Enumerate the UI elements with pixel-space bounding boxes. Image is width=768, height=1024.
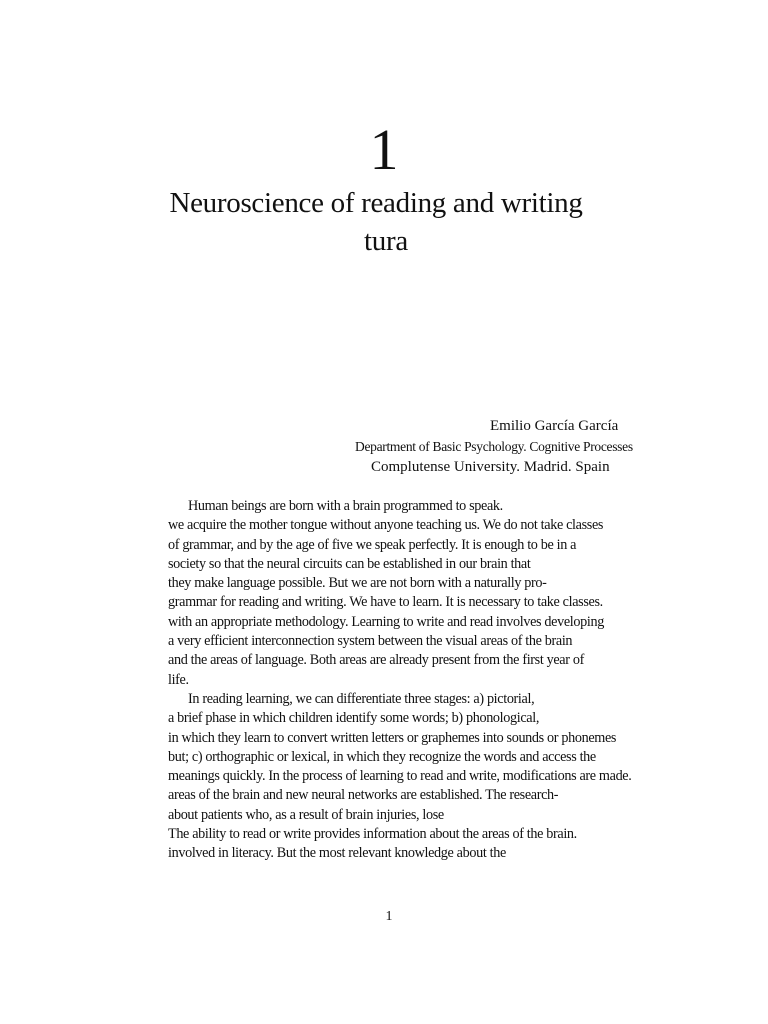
body-line: Human beings are born with a brain programmed to speak. xyxy=(188,498,503,514)
body-line: of grammar, and by the age of five we speak perfectly. It is enough to be in a xyxy=(168,536,577,553)
body-line: they make language possible. But we are not born with a naturally pro- xyxy=(168,575,547,592)
body-line: a brief phase in which children identify some words; b) phonological, xyxy=(168,710,540,727)
body-line: society so that the neural circuits can be established in our brain that xyxy=(168,555,531,572)
title-line-1: Neuroscience of reading and writing xyxy=(169,187,583,219)
body-line: with an appropriate methodology. Learning to write and read involves developing xyxy=(168,613,604,630)
body-line: a very efficient interconnection system between the visual areas of the brain xyxy=(168,633,573,650)
body-line: involved in literacy. But the most relevant knowledge about the xyxy=(168,845,506,862)
body-line: life. xyxy=(168,671,189,688)
body-line: we acquire the mother tongue without anyone teaching us. We do not take classes xyxy=(168,517,604,534)
chapter-title xyxy=(0,184,752,260)
author-department: Department of Basic Psychology. Cognitive Processes xyxy=(355,439,633,454)
body-line: in which they learn to convert written letters or graphemes into sounds or phonemes xyxy=(168,729,617,746)
body-line: meanings quickly. In the process of learning to read and write, modifications are made. xyxy=(168,768,632,785)
body-line: areas of the brain and new neural networks are established. The research- xyxy=(168,787,559,804)
page-number: 1 xyxy=(385,909,393,924)
body-line: about patients who, as a result of brain injuries, lose xyxy=(168,806,444,823)
author-university: Complutense University. Madrid. Spain xyxy=(371,459,610,475)
body-line: The ability to read or write provides information about the areas of the brain. xyxy=(168,826,577,843)
title-line-2: tura xyxy=(364,225,408,257)
chapter-number: 1 xyxy=(369,117,399,182)
body-line: and the areas of language. Both areas are already present from the first year of xyxy=(168,652,584,669)
body-text xyxy=(168,497,668,864)
body-line: grammar for reading and writing. We have to learn. It is necessary to take classes. xyxy=(168,594,603,611)
body-line: but; c) orthographic or lexical, in which they recognize the words and access the xyxy=(168,748,596,765)
author-name: Emilio García García xyxy=(490,418,619,434)
body-line: In reading learning, we can differentiate three stages: a) pictorial, xyxy=(188,690,535,707)
